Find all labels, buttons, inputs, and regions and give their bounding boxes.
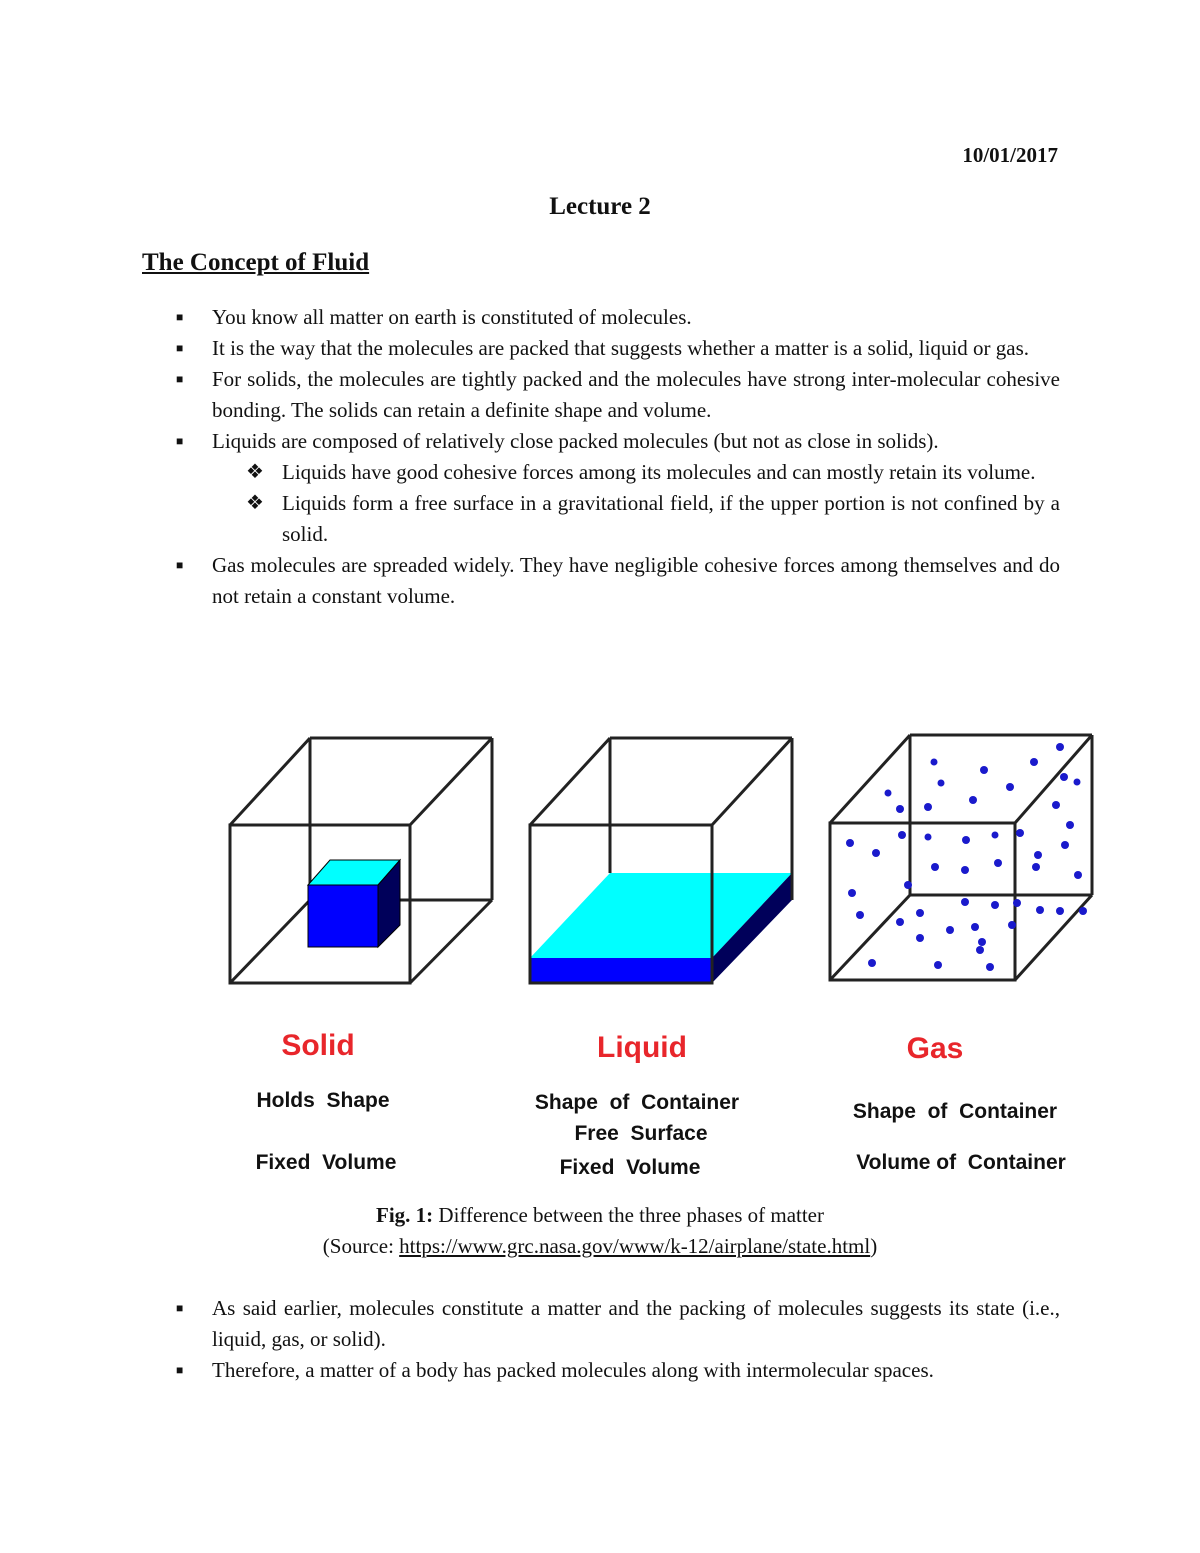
list-item: ■ Liquids are composed of relatively close packed molecules (but not as close in solids). — [142, 426, 1060, 457]
gas-title: Gas — [906, 1032, 964, 1065]
square-bullet-icon: ■ — [176, 1363, 184, 1377]
figure-label: Fig. 1: — [376, 1203, 434, 1227]
solid-property-shape: Holds Shape — [256, 1089, 390, 1112]
solid-property-volume: Fixed Volume — [255, 1151, 397, 1174]
liquid-property-shape: Shape of Container — [534, 1091, 740, 1114]
bullet-list-bottom — [142, 1293, 1060, 1386]
gas-property-shape: Shape of Container — [852, 1100, 1058, 1123]
liquid-property-volume: Fixed Volume — [559, 1156, 701, 1179]
gas-molecules — [846, 743, 1087, 971]
list-item: ■ It is the way that the molecules are packed that suggests whether a matter is a solid, liquid or gas. — [142, 333, 1060, 364]
solid-title: Solid — [281, 1029, 355, 1062]
square-bullet-icon: ■ — [176, 434, 184, 448]
list-item: ■ Therefore, a matter of a body has packed molecules along with intermolecular spaces. — [142, 1355, 1060, 1386]
square-bullet-icon: ■ — [176, 558, 184, 572]
sub-list-item: ❖ Liquids have good cohesive forces among its molecules and can mostly retain its volume. — [142, 457, 1060, 488]
list-item: ■ Gas molecules are spreaded widely. They have negligible cohesive forces among themselves and do not retain a constant volume. — [142, 550, 1060, 612]
list-item: ■ As said earlier, molecules constitute a matter and the packing of molecules suggests its state (i.e., liquid, gas, or solid). — [142, 1293, 1060, 1355]
gas-property-volume: Volume of Container — [856, 1151, 1066, 1174]
square-bullet-icon: ■ — [176, 372, 184, 386]
lecture-title: Lecture 2 — [549, 193, 651, 220]
section-heading: The Concept of Fluid — [142, 249, 370, 276]
solid-block — [308, 860, 400, 947]
bullet-list-top — [142, 302, 1060, 612]
liquid-block — [530, 873, 792, 983]
figure-caption — [0, 1200, 1200, 1262]
caption-line — [0, 1200, 1200, 1231]
caption-text: Difference between the three phases of matter — [433, 1203, 824, 1227]
diamond-bullet-icon: ❖ — [246, 461, 264, 483]
sub-list-item: ❖ Liquids form a free surface in a gravitational field, if the upper portion is not confined by a solid. — [142, 488, 1060, 550]
gas-container-diagram — [830, 735, 1092, 980]
square-bullet-icon: ■ — [176, 341, 184, 355]
list-item: ■ You know all matter on earth is constituted of molecules. — [142, 302, 1060, 333]
list-item: ■ For solids, the molecules are tightly packed and the molecules have strong inter-molecular cohesive bonding. The solids can retain a definite shape and volume. — [142, 364, 1060, 426]
caption-source: (Source: https://www.grc.nasa.gov/www/k-12/airplane/state.html) — [322, 1234, 878, 1258]
liquid-property-surface: Free Surface — [574, 1122, 708, 1145]
liquid-title: Liquid — [597, 1031, 687, 1064]
square-bullet-icon: ■ — [176, 310, 184, 324]
lecture-date: 10/01/2017 — [962, 143, 1058, 167]
diamond-bullet-icon: ❖ — [246, 492, 264, 514]
source-link[interactable]: https://www.grc.nasa.gov/www/k-12/airplane/state.html — [399, 1234, 871, 1258]
square-bullet-icon: ■ — [176, 1301, 184, 1315]
phases-of-matter-figure — [220, 725, 1100, 1195]
